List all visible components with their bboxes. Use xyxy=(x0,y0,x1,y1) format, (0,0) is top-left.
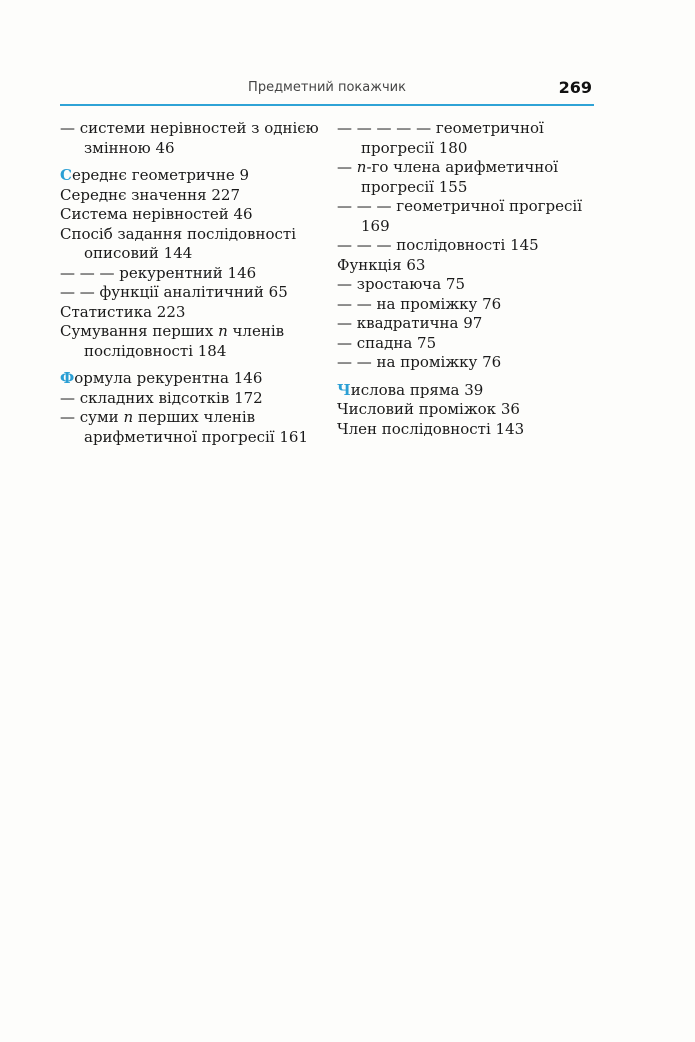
index-entry: — системи нерівностей з однією змінною 46 xyxy=(60,119,319,157)
index-entry: Формула рекурентна 146 xyxy=(60,369,263,387)
index-entry: — — функції аналітичний 65 xyxy=(60,283,288,301)
index-entry: — n-го члена арифметичної прогресії 155 xyxy=(337,158,559,196)
index-column-left xyxy=(60,119,328,447)
index-entry: — — на проміжку 76 xyxy=(337,353,502,371)
index-entry: Статистика 223 xyxy=(60,302,186,321)
index-entry: — суми n перших членів арифметичної прогресії 161 xyxy=(60,408,308,446)
page-number: 269 xyxy=(558,78,592,97)
section-letter: Ч xyxy=(337,380,351,399)
index-entry: — спадна 75 xyxy=(337,333,437,352)
index-entry: Середнє геометричне 9 xyxy=(60,166,250,184)
index-entry: — — на проміжку 76 xyxy=(337,294,502,313)
index-entry: Числова пряма 39 xyxy=(337,380,484,399)
header-rule xyxy=(60,104,594,106)
index-entry: Числовий проміжок 36 xyxy=(337,400,520,418)
section-letter: Ф xyxy=(60,369,75,387)
index-column-right xyxy=(337,119,599,439)
index-entry: — зростаюча 75 xyxy=(337,275,465,293)
index-entry: — квадратична 97 xyxy=(337,314,483,332)
index-entry: Сумування перших n членів послідовності 184 xyxy=(60,322,285,360)
section-letter: С xyxy=(60,166,72,184)
index-entry: — — — послідовності 145 xyxy=(337,236,539,254)
page-header xyxy=(60,80,594,104)
index-entry: Член послідовності 143 xyxy=(337,419,525,438)
index-entry: — — — — — геометричної прогресії 180 xyxy=(337,119,544,157)
index-entry: — — — геометричної прогресії 169 xyxy=(337,197,582,235)
index-entry: — — — рекурентний 146 xyxy=(60,263,257,282)
running-title: Предметний покажчик xyxy=(248,80,406,95)
index-entry: Спосіб задання послідовності описовий 144 xyxy=(60,224,297,262)
index-entry: Середнє значення 227 xyxy=(60,185,241,204)
index-entry: Система нерівностей 46 xyxy=(60,205,253,223)
index-entry: Функція 63 xyxy=(337,255,426,274)
index-entry: — складних відсотків 172 xyxy=(60,388,263,407)
